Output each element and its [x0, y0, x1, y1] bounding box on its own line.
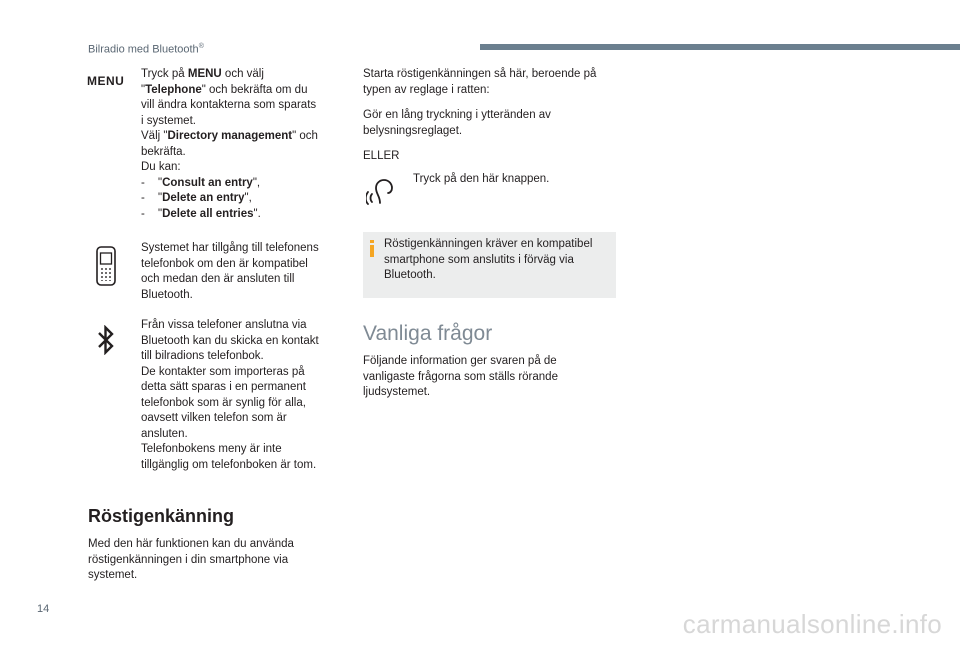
bluetooth-contacts-text: Från vissa telefoner anslutna via Bluetooth kan du skicka en kontakt till bilradions telefonbok. De kontakter som importeras på detta sätt sparas i en permanent telefonbok som är synlig för alla, oavsett vilken telefon som är ansluten. Telefonbokens meny är inte tillgänglig om telefonboken är tom. [141, 319, 319, 471]
page-number: 14 [37, 603, 50, 615]
section-heading-voice: Röstigenkänning [88, 506, 235, 526]
option-delete-all: - "Delete all entries". [141, 207, 341, 223]
info-icon [369, 240, 375, 257]
voice-command-icon [366, 176, 398, 212]
menu-button-icon: MENU [87, 74, 125, 88]
bluetooth-icon [96, 325, 116, 361]
watermark: carmanualsonline.info [682, 609, 942, 639]
press-button-text: Tryck på den här knappen. [413, 173, 550, 185]
running-header: Bilradio med Bluetooth® [88, 43, 204, 56]
option-consult: - "Consult an entry", [141, 176, 341, 192]
long-press-instruction: Gör en lång tryckning i ytteränden av belysningsreglaget. [363, 109, 551, 137]
phone-icon [95, 246, 117, 292]
header-accent-bar [480, 44, 960, 50]
voice-start-intro: Starta röstigenkänningen så här, beroende på typen av reglage i ratten: [363, 68, 597, 96]
option-list [141, 176, 341, 223]
or-label: ELLER [363, 150, 400, 162]
option-delete: - "Delete an entry", [141, 191, 341, 207]
faq-description: Följande information ger svaren på de vanligaste frågorna som ställs rörande ljudsystemet. [363, 355, 558, 398]
section-heading-faq: Vanliga frågor [363, 322, 493, 345]
phonebook-access-text: Systemet har tillgång till telefonens telefonbok om den är kompatibel och medan den är ansluten till Bluetooth. [141, 242, 319, 301]
voice-description: Med den här funktionen kan du använda röstigenkänningen i din smartphone via systemet. [88, 538, 294, 581]
menu-instructions: Tryck på MENU och välj "Telephone" och bekräfta om du vill ändra kontakterna som sparats i systemet. Välj "Directory management" och bekräfta. Du kan: - "Consult an entry", - "Delete an entry", - "Delete all entries". [141, 67, 341, 222]
note-text: Röstigenkänningen kräver en kompatibel smartphone som anslutits i förväg via Bluetooth. [384, 238, 593, 281]
